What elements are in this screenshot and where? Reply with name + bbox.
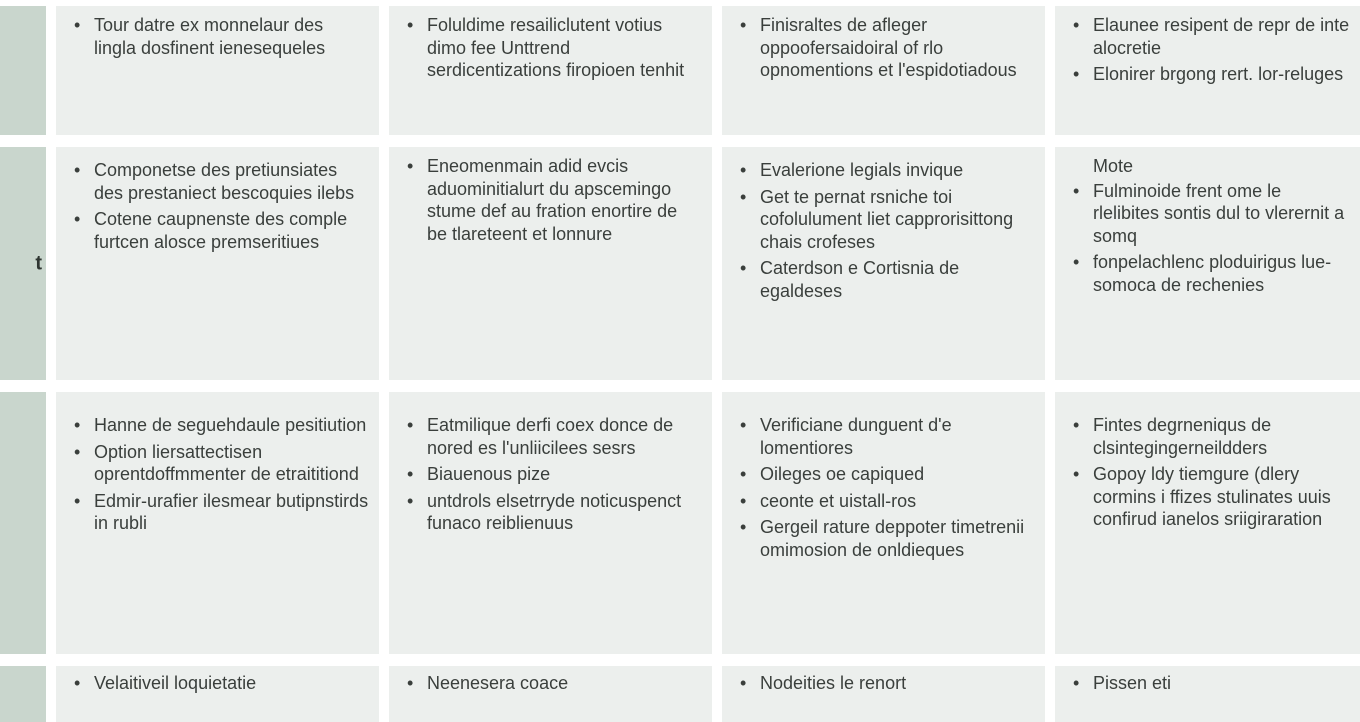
list-item: • Eatmilique derfi coex donce de nored es l'unliicilees sesrs: [405, 414, 702, 459]
row-header: [0, 147, 46, 380]
list-item: • Velaitiveil loquietatie: [72, 672, 369, 695]
row-header: [0, 666, 46, 722]
table-cell: [56, 6, 379, 135]
list-item: • ceonte et uistall-ros: [738, 490, 1035, 513]
table-cell: [722, 392, 1045, 654]
list-item: • Cotene caupnenste des comple furtcen alosce premseritiues: [72, 208, 369, 253]
table-cell: [1055, 147, 1360, 380]
table-cell: [56, 147, 379, 380]
row-header: [0, 6, 46, 135]
table-cell: [389, 392, 712, 654]
list-item: • Oileges oe capiqued: [738, 463, 1035, 486]
list-item: • Evalerione legials invique: [738, 159, 1035, 182]
list-item: • Pissen eti: [1071, 672, 1350, 695]
table-cell: [389, 147, 712, 380]
list-item: • Eneomenmain adid evcis aduominitialurt du apscemingo stume def au fration enortire de be tlareteent et lonnure: [405, 155, 702, 245]
list-item: • Elaunee resipent de repr de inte alocretie: [1071, 14, 1350, 59]
table-cell: [722, 147, 1045, 380]
cell-note: Mote: [1093, 156, 1134, 176]
list-item: • Edmir-urafier ilesmear butipnstirds in rubli: [72, 490, 369, 535]
list-item: • Hanne de seguehdaule pesitiution: [72, 414, 369, 437]
list-item: • Foluldime resailiclutent votius dimo fee Unttrend serdicentizations firopioen tenhit: [405, 14, 702, 82]
list-item: • untdrols elsetrryde noticuspenct funaco reiblienuus: [405, 490, 702, 535]
table-cell: [56, 392, 379, 654]
table-cell: [389, 6, 712, 135]
table-cell: [722, 666, 1045, 722]
list-item: • Gopoy ldy tiemgure (dlery cormins i ffizes stulinates uuis confirud ianelos sriigiraration: [1071, 463, 1350, 531]
list-item: • fonpelachlenc ploduirigus lue-somoca de rechenies: [1071, 251, 1350, 296]
list-item: • Verificiane dunguent d'e lomentiores: [738, 414, 1035, 459]
row-header: [0, 392, 46, 654]
list-item: • Tour datre ex monnelaur des lingla dosfinent ienesequeles: [72, 14, 369, 59]
list-item: • Biauenous pize: [405, 463, 702, 486]
list-item: • Fintes degrneniqus de clsintegingerneildders: [1071, 414, 1350, 459]
content-table: [0, 6, 1350, 693]
list-item: • Option liersattectisen oprentdoffmmenter de etraititiond: [72, 441, 369, 486]
table-cell: [1055, 392, 1360, 654]
table-cell: [56, 666, 379, 722]
list-item: • Caterdson e Cortisnia de egaldeses: [738, 257, 1035, 302]
row-header-label: t: [35, 252, 42, 274]
list-item: • Gergeil rature deppoter timetrenii omimosion de onldieques: [738, 516, 1035, 561]
table-cell: [389, 666, 712, 722]
list-item: • Elonirer brgong rert. lor-reluges: [1071, 63, 1350, 86]
list-item: • Neenesera coace: [405, 672, 702, 695]
list-item: • Componetse des pretiunsiates des prestaniect bescoquies ilebs: [72, 159, 369, 204]
table-cell: [1055, 6, 1360, 135]
list-item: • Nodeities le renort: [738, 672, 1035, 695]
list-item: • Finisraltes de afleger oppoofersaidoiral of rlo opnomentions et l'espidotiadous: [738, 14, 1035, 82]
list-item: • Get te pernat rsniche toi cofolulument liet capprorisittong chais crofeses: [738, 186, 1035, 254]
table-cell: [722, 6, 1045, 135]
list-item: • Fulminoide frent ome le rlelibites sontis dul to vlerernit a somq: [1071, 180, 1350, 248]
table-cell: [1055, 666, 1360, 722]
